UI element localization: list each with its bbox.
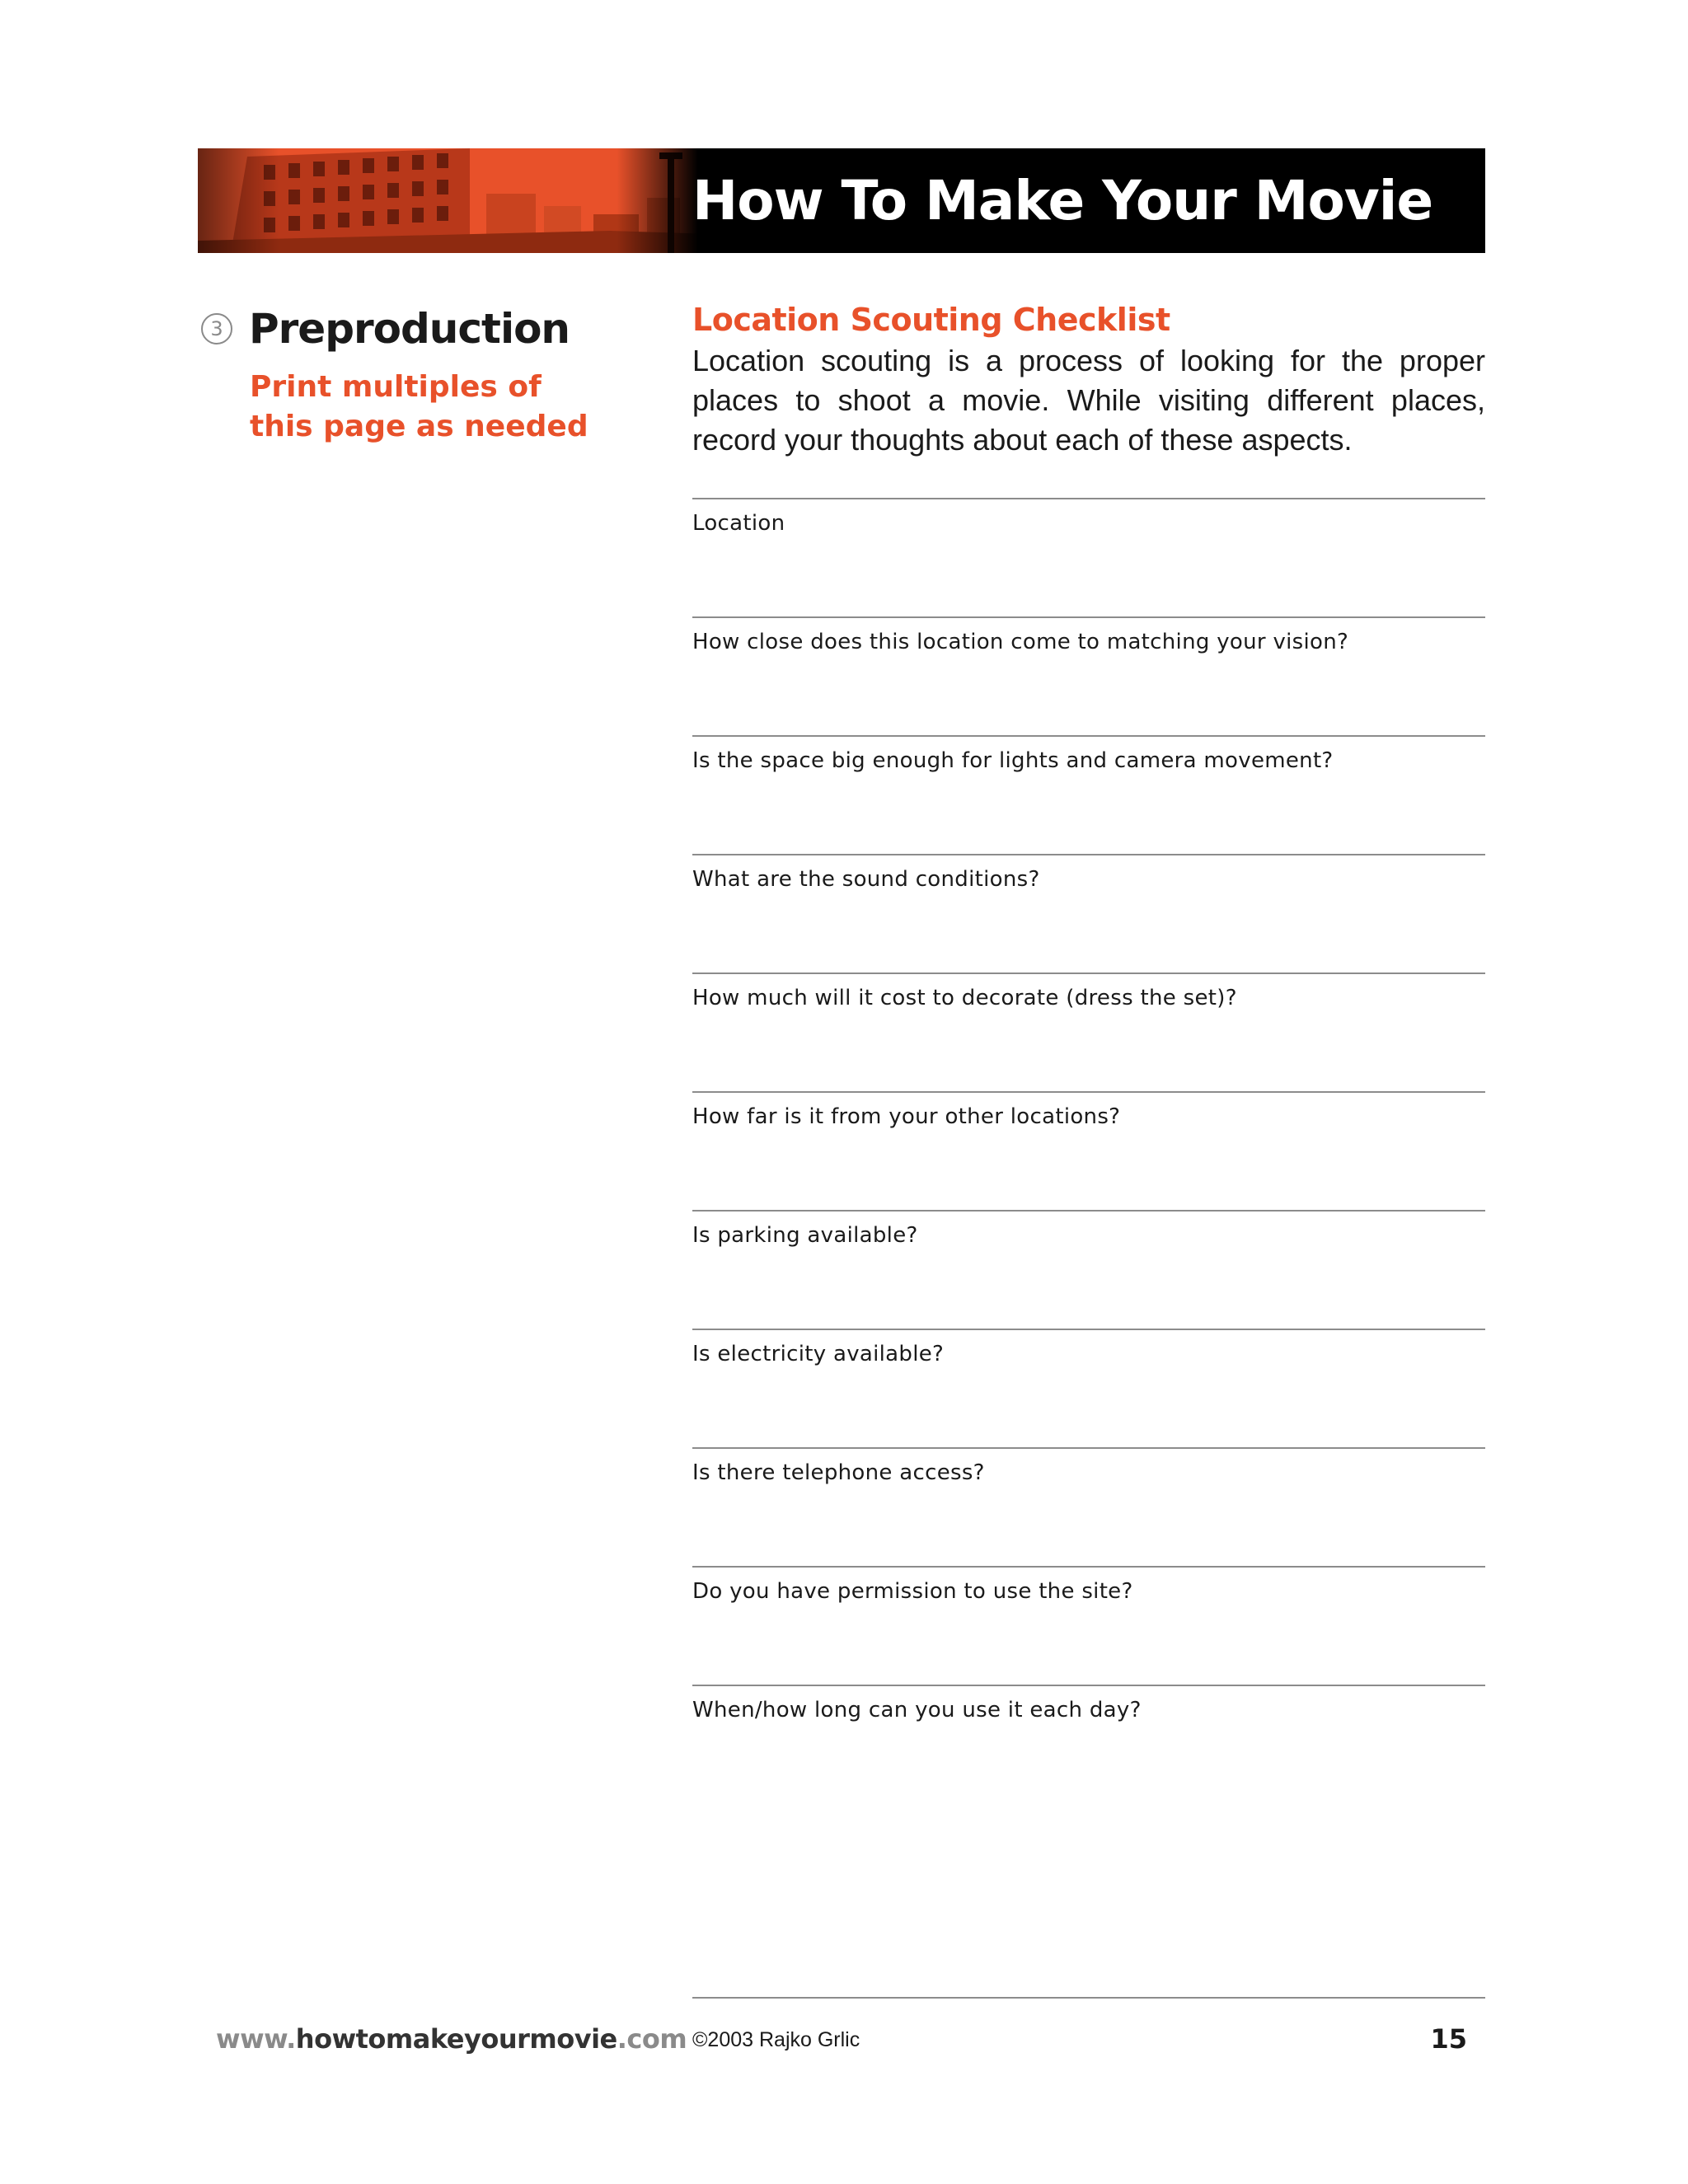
- question-label: When/how long can you use it each day?: [692, 1698, 1142, 1722]
- question-row-permission[interactable]: [692, 1566, 1485, 1685]
- question-label: Is there telephone access?: [692, 1460, 985, 1485]
- question-label: Is electricity available?: [692, 1342, 945, 1366]
- question-row-location[interactable]: [692, 498, 1485, 616]
- question-label: Do you have permission to use the site?: [692, 1579, 1133, 1604]
- header-banner: [198, 148, 1485, 253]
- banner-title: How To Make Your Movie: [692, 169, 1433, 232]
- question-row-space[interactable]: [692, 735, 1485, 854]
- page-number: 15: [1430, 2023, 1467, 2055]
- question-label: What are the sound conditions?: [692, 867, 1040, 892]
- print-note: [250, 368, 596, 447]
- footer-url[interactable]: [216, 2023, 687, 2055]
- question-row-electricity[interactable]: [692, 1329, 1485, 1447]
- question-row-vision[interactable]: [692, 616, 1485, 735]
- url-suffix: .com: [617, 2023, 687, 2055]
- print-note-line: this page as needed: [250, 410, 588, 443]
- checklist-intro: Location scouting is a process of looking for the proper places to shoot a movie. While visiting different places, record your thoughts about each of these aspects.: [692, 344, 1485, 457]
- question-label: Is parking available?: [692, 1223, 918, 1248]
- question-row-cost[interactable]: [692, 972, 1485, 1091]
- footer-copyright: ©2003 Rajko Grlic: [692, 2028, 860, 2051]
- question-row-sound[interactable]: [692, 854, 1485, 972]
- url-main: howtomakeyourmovie: [295, 2023, 617, 2055]
- question-label: How much will it cost to decorate (dress the set)?: [692, 986, 1237, 1010]
- circled-number-icon: 3: [201, 313, 232, 344]
- question-row-parking[interactable]: [692, 1210, 1485, 1329]
- checklist-title: Location Scouting Checklist: [692, 302, 1170, 338]
- question-label: Location: [692, 511, 785, 536]
- url-prefix: www.: [216, 2023, 296, 2055]
- question-label: How far is it from your other locations?: [692, 1104, 1121, 1129]
- question-label: How close does this location come to matching your vision?: [692, 630, 1349, 654]
- print-note-line: Print multiples of: [250, 370, 542, 404]
- question-list: [692, 498, 1485, 1803]
- section-title: Preproduction: [249, 305, 570, 353]
- footer-divider: [692, 1997, 1485, 1999]
- question-label: Is the space big enough for lights and camera movement?: [692, 748, 1334, 773]
- question-row-distance[interactable]: [692, 1091, 1485, 1210]
- question-row-duration[interactable]: [692, 1685, 1485, 1803]
- question-row-telephone[interactable]: [692, 1447, 1485, 1566]
- section-heading: [201, 302, 570, 356]
